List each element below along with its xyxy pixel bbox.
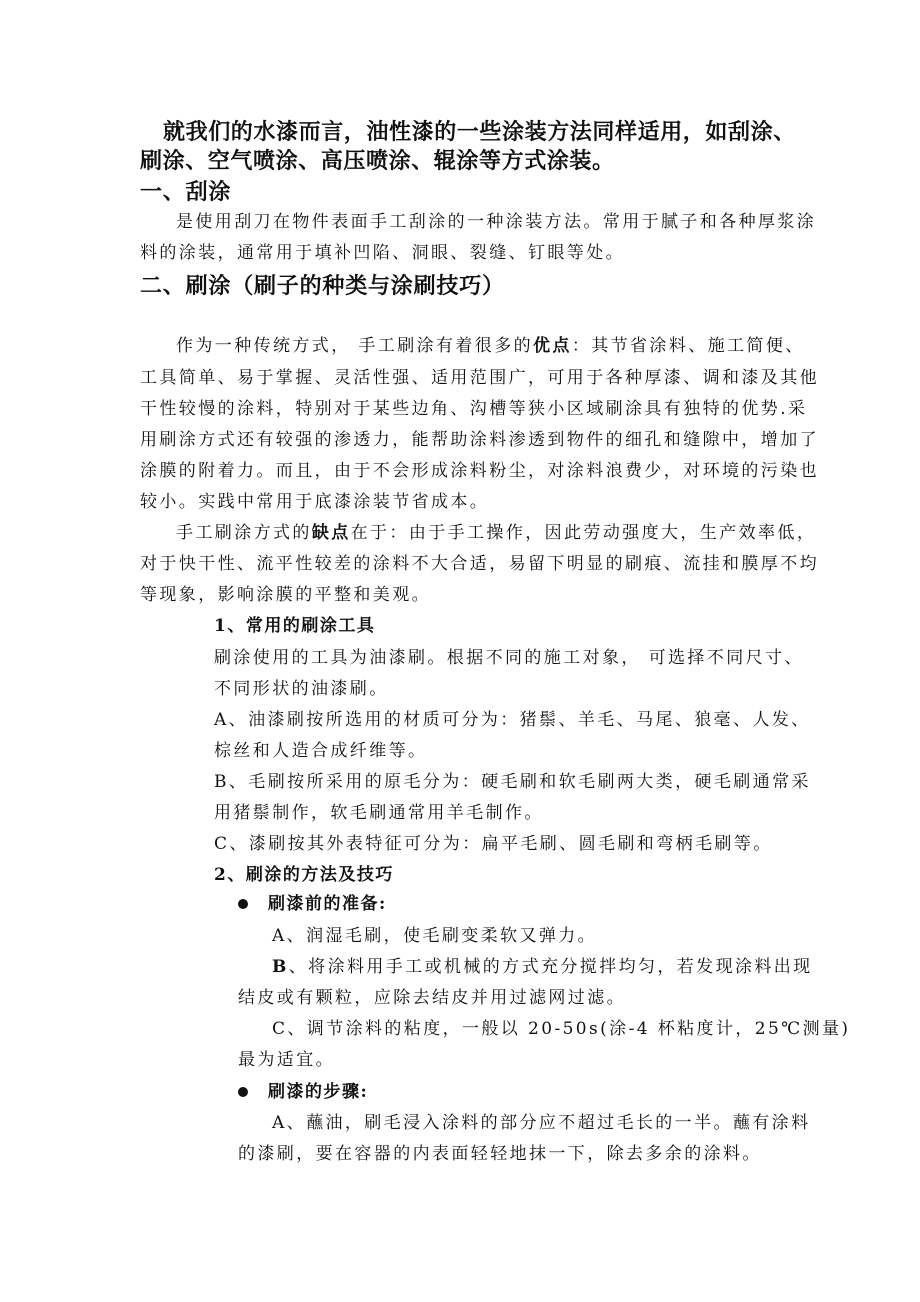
- advantages-line-6: 较小。实践中常用于底漆涂装节省成本。: [140, 492, 490, 512]
- advantages-keyword: 优点: [533, 336, 572, 356]
- advantages-line-5: 涂膜的附着力。而且，由于不会形成涂料粉尘，对涂料浪费少，对环境的污染也: [140, 461, 819, 481]
- steps-title: 刷漆的步骤:: [268, 1082, 369, 1102]
- advantages-line-1-pre: 作为一种传统方式， 手工刷涂有着很多的: [176, 336, 534, 356]
- intro-line-2: 刷涂、空气喷涂、高压喷涂、辊涂等方式涂装。: [140, 148, 615, 174]
- prep-b-line-2: 结皮或有颗粒，应除去结皮并用过滤网过滤。: [238, 988, 626, 1008]
- prep-b-text: 、将涂料用手工或机械的方式充分搅拌均匀，若发现涂料出现: [288, 957, 813, 977]
- steps-a-line-1: A、蘸油，刷毛浸入涂料的部分应不超过毛长的一半。蘸有涂料: [272, 1113, 811, 1133]
- advantages-line-4: 用刷涂方式还有较强的渗透力，能帮助涂料渗透到物件的细孔和缝隙中，增加了: [140, 430, 819, 450]
- advantages-line-2: 工具简单、易于掌握、灵活性强、适用范围广，可用于各种厚漆、调和漆及其他: [140, 368, 819, 388]
- tools-a-line-2: 棕丝和人造合成纤维等。: [214, 741, 428, 761]
- advantages-line-1-post: ：其节省涂料、施工简便、: [571, 336, 805, 356]
- prep-b-line-1: [272, 956, 813, 978]
- tools-b-line-1: B、毛刷按所采用的原毛分为：硬毛刷和软毛刷两大类，硬毛刷通常采: [214, 772, 811, 792]
- prep-title: 刷漆前的准备:: [268, 894, 387, 914]
- tools-b-line-2: 用猪鬃制作，软毛刷通常用羊毛制作。: [214, 803, 544, 823]
- bullet-icon: [238, 1087, 248, 1097]
- prep-c-line-2: 最为适宜。: [238, 1050, 335, 1070]
- disadvantages-line-1-post: 在于：由于手工操作，因此劳动强度大，生产效率低，: [350, 523, 817, 543]
- tools-title: 1、常用的刷涂工具: [214, 616, 376, 636]
- disadvantages-line-2: 对于快干性、流平性较差的涂料不大合适，易留下明显的刷痕、流挂和膜厚不均: [140, 554, 819, 574]
- tools-p1-line-2: 不同形状的油漆刷。: [214, 679, 389, 699]
- disadvantages-line-3: 等现象，影响涂膜的平整和美观。: [140, 585, 431, 605]
- section-1-body-line-1: 是使用刮刀在物件表面手工刮涂的一种涂装方法。常用于腻子和各种厚浆涂: [176, 212, 817, 232]
- tools-c-line-1: C、漆刷按其外表特征可分为：扁平毛刷、圆毛刷和弯柄毛刷等。: [214, 834, 773, 854]
- tools-p1-line-1: 刷涂使用的工具为油漆刷。根据不同的施工对象， 可选择不同尺寸、: [214, 648, 804, 668]
- disadvantages-line-1-pre: 手工刷涂方式的: [176, 523, 312, 543]
- prep-b-label: B: [272, 957, 289, 977]
- disadvantages-keyword: 缺点: [311, 523, 351, 543]
- tools-a-line-1: A、油漆刷按所选用的材质可分为：猪鬃、羊毛、马尾、狼毫、人发、: [214, 710, 811, 730]
- prep-c-line-1: C、调节涂料的粘度，一般以 20-50s(涂-4 杯粘度计，25℃测量): [272, 1019, 851, 1039]
- advantages-line-3: 干性较慢的涂料，特别对于某些边角、沟槽等狭小区域刷涂具有独特的优势.采: [140, 399, 808, 419]
- steps-a-line-2: 的漆刷，要在容器的内表面轻轻地抹一下，除去多余的涂料。: [238, 1144, 762, 1164]
- disadvantages-line-1: [176, 522, 816, 544]
- bullet-icon: [238, 899, 248, 909]
- methods-title: 2、刷涂的方法及技巧: [214, 865, 394, 885]
- prep-a: A、润湿毛刷，使毛刷变柔软又弹力。: [272, 926, 598, 946]
- section-2-heading: 二、刷涂（刷子的种类与涂刷技巧）: [140, 273, 505, 299]
- advantages-line-1: [176, 335, 805, 357]
- section-1-heading: 一、刮涂: [140, 179, 232, 205]
- section-1-body-line-2: 料的涂装，通常用于填补凹陷、洞眼、裂缝、钉眼等处。: [140, 243, 625, 263]
- intro-line-1: 就我们的水漆而言，油性漆的一些涂装方法同样适用，如刮涂、: [163, 119, 796, 145]
